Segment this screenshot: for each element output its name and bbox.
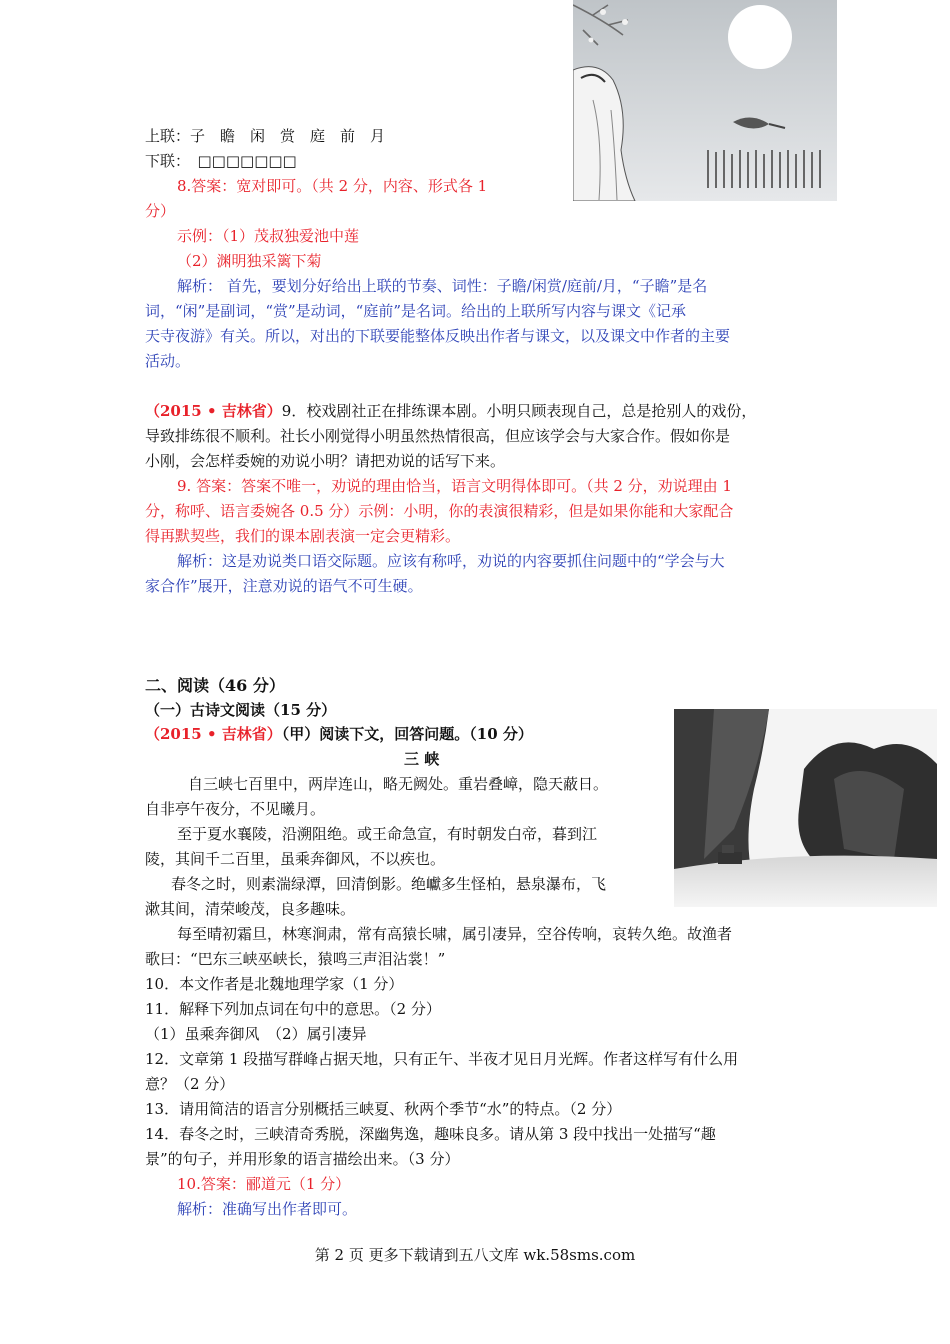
moon-scholar-image — [573, 0, 837, 201]
para1-line1: 自三峡七百里中，两岸连山，略无阙处。重岩叠嶂，隐天蔽日。 — [188, 775, 609, 793]
para4-line2: 歌曰：“巴东三峡巫峡长，猿鸣三声泪沾裳！” — [145, 950, 446, 968]
answer-9-line2: 分，称呼、语言委婉各 0.5 分）示例：小明，你的表演很精彩，但是如果你能和大家配合 — [145, 502, 734, 520]
analysis-8-line1: 解析： 首先，要划分好给出上联的节奏、词性：子瞻/闲赏/庭前/月，“子瞻”是名 — [177, 277, 708, 295]
answer-10: 10.答案：郦道元（1 分） — [177, 1175, 351, 1193]
example-2: （2）渊明独采篱下菊 — [177, 252, 322, 270]
question-9-line2: 导致排练很不顺利。社长小刚觉得小明虽然热情很高，但应该学会与大家合作。假如你是 — [145, 427, 731, 445]
question-9-source: （2015 • 吉林省） — [145, 402, 282, 420]
reading-prompt: （2015 • 吉林省）（甲）阅读下文，回答问题。（10 分） — [145, 725, 533, 743]
question-14-line2: 景”的句子，并用形象的语言描绘出来。（3 分） — [145, 1150, 460, 1168]
para4-line1: 每至晴初霜旦，林寒涧肃，常有高猿长啸，属引凄异，空谷传响，哀转久绝。故渔者 — [177, 925, 733, 943]
para2-line1: 至于夏水襄陵，沿溯阻绝。或王命急宣，有时朝发白帝，暮到江 — [177, 825, 598, 843]
analysis-10: 解析：准确写出作者即可。 — [177, 1200, 358, 1218]
analysis-8-line2: 词，“闲”是副词，“赏”是动词，“庭前”是名词。给出的上联所写内容与课文《记承 — [145, 302, 687, 320]
answer-8-line2: 分） — [145, 202, 176, 220]
analysis-9-line2: 家合作”展开，注意劝说的语气不可生硬。 — [145, 577, 423, 595]
subsection-title: （一）古诗文阅读（15 分） — [145, 701, 337, 719]
para1-line2: 自非亭午夜分，不见曦月。 — [145, 800, 326, 818]
question-10: 10．本文作者是北魏地理学家（1 分） — [145, 975, 404, 993]
page-footer: 第 2 页 更多下载请到五八文库 wk.58sms.com — [314, 1246, 636, 1264]
question-11: 11．解释下列加点词在句中的意思。（2 分） — [145, 1000, 441, 1018]
para3-line2: 漱其间，清荣峻茂，良多趣味。 — [145, 900, 356, 918]
question-11-items: （1）虽乘奔御风 （2）属引凄异 — [145, 1025, 367, 1043]
question-13: 13．请用简洁的语言分别概括三峡夏、秋两个季节“水”的特点。（2 分） — [145, 1100, 622, 1118]
question-14-line1: 14．春冬之时，三峡清奇秀脱，深幽隽逸，趣味良多。请从第 3 段中找出一处描写“趣 — [145, 1125, 716, 1143]
para3-line1: 春冬之时，则素湍绿潭，回清倒影。绝巘多生怪柏，悬泉瀑布，飞 — [171, 875, 607, 893]
example-1: 示例：（1）茂叔独爱池中莲 — [177, 227, 360, 245]
couplet-upper: 上联：子 瞻 闲 赏 庭 前 月 — [145, 127, 386, 145]
question-9-line1: （2015 • 吉林省）9．校戏剧社正在排练课本剧。小明只顾表现自己，总是抢别人的戏份， — [145, 402, 757, 420]
question-12-line1: 12．文章第 1 段描写群峰占据天地，只有正午、半夜才见日月光辉。作者这样写有什么用 — [145, 1050, 739, 1068]
section-title: 二、阅读（46 分） — [145, 676, 285, 695]
reading-source: （2015 • 吉林省） — [145, 725, 282, 743]
couplet-lower: 下联： □□□□□□□ — [145, 152, 297, 170]
analysis-8-line4: 活动。 — [145, 352, 191, 370]
analysis-9-line1: 解析：这是劝说类口语交际题。应该有称呼，劝说的内容要抓住问题中的“学会与大 — [177, 552, 725, 570]
answer-9-line3: 得再默契些，我们的课本剧表演一定会更精彩。 — [145, 527, 461, 545]
question-12-line2: 意？（2 分） — [145, 1075, 235, 1093]
three-gorges-image — [674, 709, 937, 907]
poem-title: 三 峡 — [404, 750, 440, 768]
question-9-line3: 小刚，会怎样委婉的劝说小明？请把劝说的话写下来。 — [145, 452, 506, 470]
para2-line2: 陵，其间千二百里，虽乘奔御风，不以疾也。 — [145, 850, 446, 868]
answer-9-line1: 9. 答案：答案不唯一，劝说的理由恰当，语言文明得体即可。（共 2 分，劝说理由 1 — [177, 477, 732, 495]
answer-8-line1: 8.答案：宽对即可。（共 2 分，内容、形式各 1 — [177, 177, 488, 195]
analysis-8-line3: 天寺夜游》有关。所以，对出的下联要能整体反映出作者与课文，以及课文中作者的主要 — [145, 327, 731, 345]
